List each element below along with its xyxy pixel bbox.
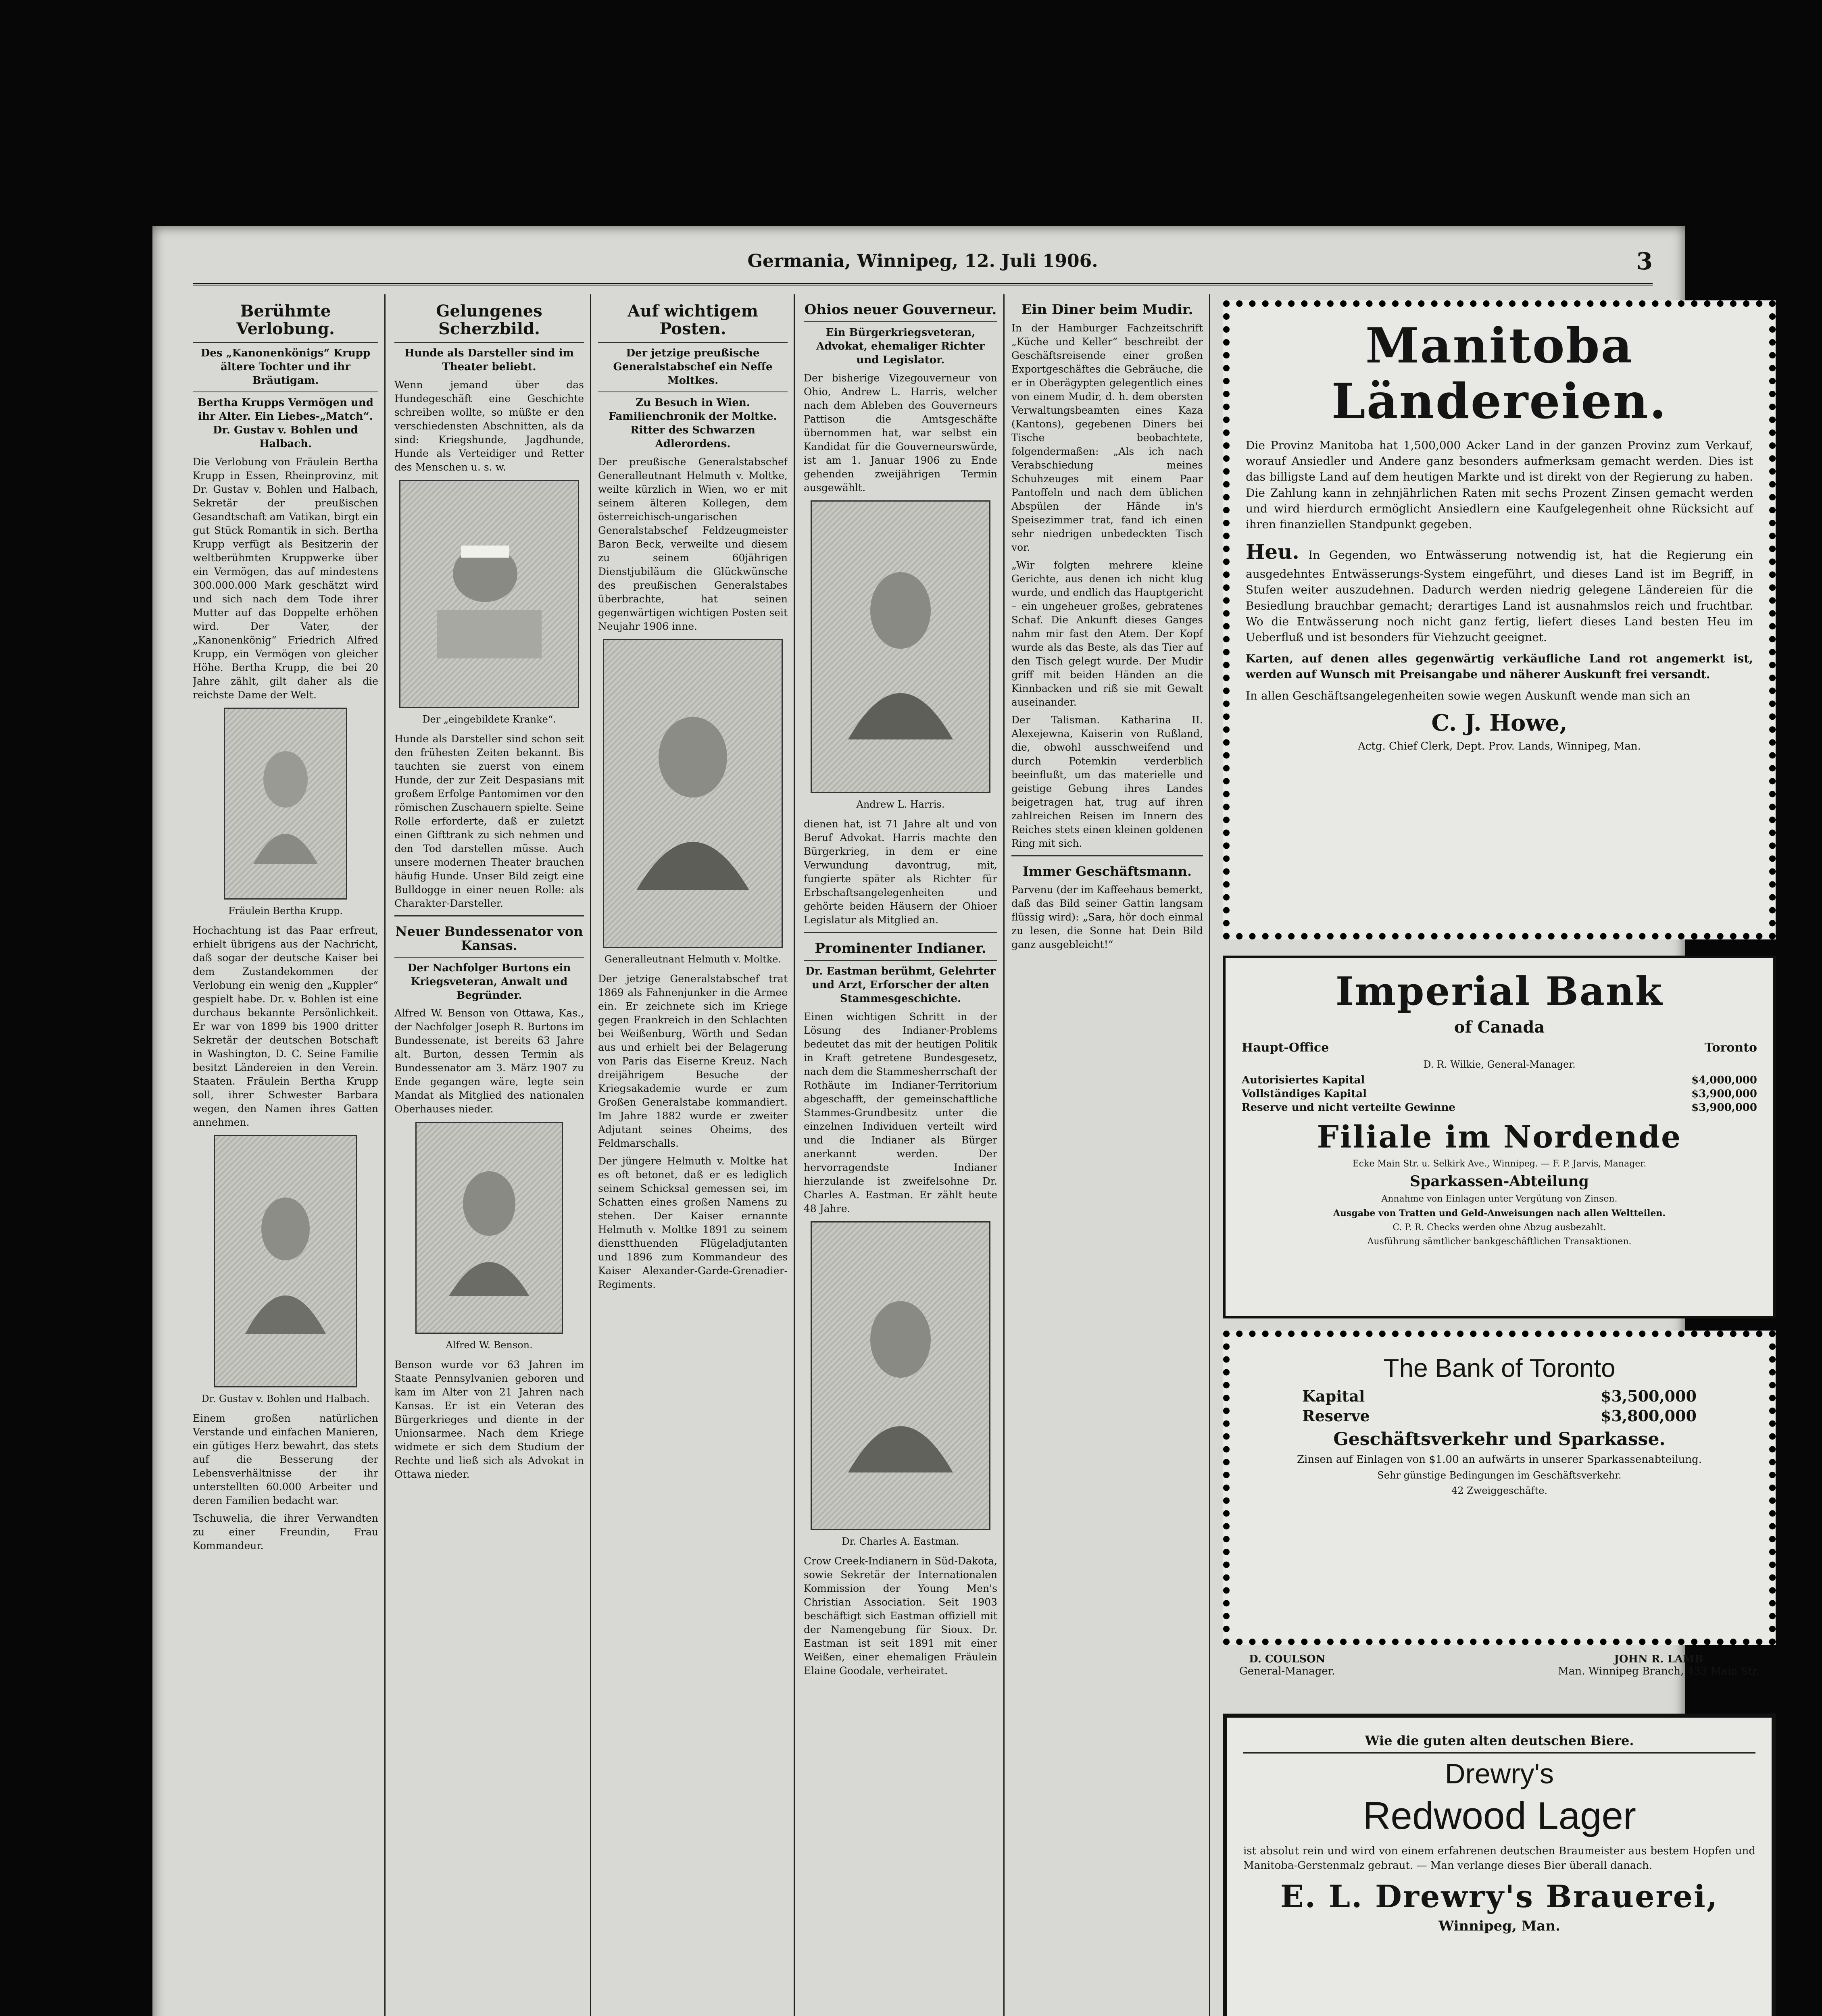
portrait-icon (241, 1189, 330, 1334)
capital-row (1302, 1407, 1697, 1425)
article-headline: Immer Geschäftsmann. (1022, 864, 1192, 879)
article-teaser: Bertha Krupps Vermögen und ihr Alter. Ein Liebes-„Match“. Dr. Gustav v. Bohlen und Halbach. (193, 392, 378, 451)
savings-title: Sparkassen-Abteilung (1410, 1173, 1589, 1190)
article-note: Tschuwelia, die ihrer Verwandten zu einer Freundin, Frau Kommandeur. (193, 1512, 378, 1552)
portrait-gustav-bohlen (214, 1135, 357, 1387)
ad-company: E. L. Drewry's Brauerei, (1280, 1878, 1719, 1914)
ad-imperial-bank (1223, 956, 1776, 1318)
ad-title: Imperial Bank (1335, 968, 1664, 1014)
capital-label: Kapital (1302, 1387, 1365, 1405)
portrait-helmuth-moltke (603, 639, 783, 948)
article-headline: Ohios neuer Gouverneur. (804, 302, 997, 318)
ad-text: ist absolut rein und wird von einem erfahrenen deutschen Braumeister aus bestem Hopfen und Manitoba-Gerstenmalz gebraut. — Man verlange dieses Bier überall danach. (1243, 1845, 1755, 1872)
portrait-caption: Dr. Gustav v. Bohlen und Halbach. (201, 1393, 370, 1404)
capital-label: Vollständiges Kapital (1242, 1088, 1367, 1100)
column-rule (1003, 294, 1005, 2016)
capital-row (1242, 1074, 1757, 1086)
column-rule (384, 294, 386, 2016)
ad-signer-title: Actg. Chief Clerk, Dept. Prov. Lands, Winnipeg, Man. (1358, 740, 1641, 752)
article-text: Einen wichtigen Schritt in der Lösung des Indianer-Problems bedeutet das mit der heutigen Politik in Kraft getretene Bundesgesetz, nach dem die Stammesherrschaft der Rothäute im Indianer-Territorium abgeschafft, der gemeinschaftliche Stammes-Grundbesitz unter die einzelnen Individuen verteilt wird und die Indianer als Bürger anerkannt werden. Der hervorragendste Indianer hierzulande ist zweifelsohne Dr. Charles A. Eastman. Er zählt heute 48 Jahre. (804, 1010, 997, 1214)
article-teaser: Zu Besuch in Wien. Familienchronik der Moltke. Ritter des Schwarzen Adlerordens. (598, 392, 788, 451)
ad-city: Winnipeg, Man. (1438, 1918, 1560, 1935)
manager: D. R. Wilkie, General-Manager. (1423, 1059, 1576, 1070)
ad-title: Manitoba (1365, 317, 1634, 374)
article-headline: Gelungenes Scherzbild. (436, 302, 542, 338)
capital-row (1302, 1387, 1697, 1405)
checks-text: C. P. R. Checks werden ohne Abzug ausbezahlt. (1393, 1222, 1606, 1233)
column-rule (590, 294, 591, 2016)
article-text: Der jüngere Helmuth v. Moltke hat es oft betonet, daß er es lediglich seinem Schicksal gemessen sei, im Schatten eines großen Namens zu stehen. Der Kaiser ernannte Helmuth v. Moltke 1891 zu seinem dienstthuenden Flügeladjutanten und 1896 zum Kommandeur des Kaiser Alexander-Garde-Grenadier-Regiments. (598, 1155, 788, 1290)
toronto-managers (1223, 1649, 1776, 1697)
manager-name: JOHN R. LAMB (1614, 1653, 1703, 1665)
ad-signer: C. J. Howe, (1431, 709, 1568, 736)
drafts-text: Ausgabe von Tratten und Geld-Anweisungen nach allen Weltteilen. (1333, 1208, 1666, 1218)
column-2 (394, 294, 584, 2016)
article-text: dienen hat, ist 71 Jahre alt und von Beruf Advokat. Harris machte den Bürgerkrieg, in dem er eine Verwundung davontrug, mit, fungierte später als Richter für Erbschaftsangelegenheiten und gehörte beiden Häusern der Ohioer Legislatur als Mitglied an. (804, 818, 997, 926)
article-text: Parvenu (der im Kaffeehaus bemerkt, daß das Bild seiner Gattin langsam flüssig wird): „Sara, hör doch einmal zu lesen, die Sonne hat Dein Bild ganz ausgebleicht!“ (1011, 883, 1203, 950)
column-5 (1011, 294, 1203, 2016)
portrait-caption: Generalleutnant Helmuth v. Moltke. (604, 953, 782, 965)
capital-value: $3,900,000 (1691, 1088, 1757, 1100)
ad-manitoba-lands (1223, 300, 1776, 939)
capital-table (1302, 1387, 1697, 1425)
capital-label: Autorisiertes Kapital (1242, 1074, 1365, 1087)
article-text: Crow Creek-Indianern in Süd-Dakota, sowie Sekretär der Internationalen Kommission der Young Men's Christian Association. Seit 1903 beschäftigt sich Eastman offiziell mit der Namengebung für Sioux. Dr. Eastman ist seit 1891 mit einer Weißen, einer ehemaligen Fräulein Elaine Goodale, verheiratet. (804, 1555, 997, 1677)
page-number: 3 (1636, 248, 1653, 275)
article-headline: Ein Diner beim Mudir. (1021, 302, 1193, 318)
divider (394, 915, 584, 916)
ad-brand: Drewry's (1445, 1758, 1554, 1789)
portrait-andrew-harris (811, 500, 990, 793)
article-text: Der Talisman. Katharina II. Alexejewna, Kaiserin von Rußland, die, obwohl ausschweifend und durch Potemkin verderblich beeinflußt, um das materielle und geistige Gebung ihres Landes beigetragen hat, trug auf ihren zahlreichen Reisen im Innern des Reiches stets einen kleinen goldenen Ring mit sich. (1011, 714, 1203, 850)
article-text: Die Verlobung von Fräulein Bertha Krupp in Essen, Rheinprovinz, mit Dr. Gustav v. Bohlen und Halbach, Sekretär der preußischen Gesandtschaft am Vatikan, birgt ein gut Stück Romantik in sich. Bertha Krupp verfügt als Besitzerin der weltberühmten Kruppwerke über ein Vermögen, das auf mindestens 300.000.000 Mark geschätzt wird und sich nach dem Tode ihrer Mutter auf das Doppelte erhöhen wird. Der Vater, der „Kanonenkönig“ Friedrich Alfred Krupp, ein Vermögen von gleicher Höhe. Bertha Krupp, die bei 20 Jahre zählt, gilt daher als die reichste Dame der Welt. (193, 456, 378, 701)
capital-table (1242, 1074, 1757, 1114)
article-text: Einem großen natürlichen Verstande und einfachen Manieren, ein gütiges Herz bewahrt, das stets auf die Besserung der Lebensverhältnisse der ihr unterstellten 60.000 Arbeiter und deren Familien bedacht war. (193, 1412, 378, 1506)
article-subhead: Dr. Eastman berühmt, Gelehrter und Arzt, Erforscher der alten Stammesgeschichte. (804, 960, 997, 1006)
article-headline: Berühmte Verlobung. (236, 302, 335, 338)
article-subhead: Ein Bürgerkriegsveteran, Advokat, ehemaliger Richter und Legislator. (804, 321, 997, 367)
heu-label: Heu. (1246, 540, 1299, 564)
article-text: In der Hamburger Fachzeitschrift „Küche und Keller“ beschreibt der Geschäftsreisende einer großen Exportgeschäftes die Gebräuche, die er in Oberägypten gelegentlich eines von einem Mudir, d. h. dem obersten Verwaltungsbeamten eines Kaza (Kantons), gegebenen Diners bei Tische beobachtete, folgendermaßen: „Als ich nach Verabschiedung meines Schuhzeuges mit einem Paar Pantoffeln und nach dem üblichen Abspülen der Hände in's Speisezimmer trat, fand ich einen sehr niedrigen unbedeckten Tisch vor. (1011, 322, 1203, 554)
article-subhead: Hunde als Darsteller sind im Theater beliebt. (394, 342, 584, 374)
capital-value: $3,800,000 (1601, 1407, 1697, 1425)
bulldog-icon (429, 521, 550, 666)
ad-bank-of-toronto (1223, 1331, 1776, 1645)
portrait-caption: Dr. Charles A. Eastman. (842, 1535, 959, 1547)
portrait-charles-eastman (811, 1221, 990, 1530)
portrait-caption: Alfred W. Benson. (446, 1339, 533, 1351)
column-rule (1209, 294, 1210, 2016)
office-row (1242, 1041, 1757, 1055)
ad-title: Ländereien. (1331, 373, 1668, 430)
office-city: Toronto (1704, 1041, 1757, 1055)
capital-value: $3,500,000 (1601, 1387, 1697, 1405)
capital-value: $3,900,000 (1691, 1102, 1757, 1114)
service-text: Ausführung sämtlicher bankgeschäftlichen Transaktionen. (1367, 1236, 1632, 1247)
interest-text: Zinsen auf Einlagen von $1.00 an aufwärts in unserer Sparkassenabteilung. (1297, 1454, 1702, 1466)
capital-label: Reserve (1302, 1407, 1370, 1425)
portrait-icon (441, 1159, 538, 1296)
column-4 (804, 294, 997, 2016)
article-text: Hochachtung ist das Paar erfreut, erhielt übrigens aus der Nachricht, daß sogar der deutsche Kaiser bei dem Zustandekommen der Verlobung ein wenig den „Kuppler“ gespielt habe. Dr. v. Bohlen ist eine durchaus bekannte Persönlichkeit. Er war von 1899 bis 1900 dritter Sekretär der deutschen Botschaft in Washington, D. C. Seine Familie besitzt Ländereien in den Verein. Staaten. Fräulein Bertha Krupp soll, ihrer Schwester Barbara wegen, den Namen ihres Gatten annehmen. (193, 924, 378, 1128)
article-headline: Auf wichtigem Posten. (627, 302, 758, 338)
manager-right (1558, 1653, 1759, 1677)
article-subhead: Der jetzige preußische Generalstabschef ein Neffe Moltkes. (598, 342, 788, 387)
manager-name: D. COULSON (1249, 1653, 1326, 1665)
ad-title: The Bank of Toronto (1383, 1354, 1616, 1383)
portrait-bertha-krupp (224, 708, 347, 900)
capital-row (1242, 1102, 1757, 1114)
capital-value: $4,000,000 (1691, 1074, 1757, 1087)
article-text: Der preußische Generalstabschef Generalleutnant Helmuth v. Moltke, weilte kürzlich in Wien, wo er mit seinem älteren Kollegen, dem österreichisch-ungarischen Generalstabschef Feldzeugmeister Baron Beck, verweilte und diesem zu seinem 60jährigen Dienstjubiläum die Glückwünsche des preußischen Generalstabes überbrachte, hat seinen gegenwärtigen wichtigen Posten seit Neujahr 1906 inne. (598, 456, 788, 632)
portrait-icon (245, 743, 326, 864)
article-text: Der jetzige Generalstabschef trat 1869 als Fahnenjunker in die Armee ein. Er zeichnete sich im Kriege gegen Frankreich in den Schlachten bei Weißenburg, Wörth und Sedan aus und erhielt bei der Belagerung von Paris das Eiserne Kreuz. Nach dreijährigem Besuche der Kriegsakademie wurde er zum Großen Generalstabe kommandiert. Im Jahre 1882 wurde er zweiter Adjutant seines Oheims, des Feldmarschalls. (598, 973, 788, 1149)
article-text: Hunde als Darsteller sind schon seit den frühesten Zeiten bekannt. Bis tauchten sie zuerst von einem Hunde, der zur Zeit Despasians mit großem Erfolge Pantomimen vor den römischen Zuschauern spielte. Seine Rolle erforderte, daß er zuletzt einen Gifttrank zu sich nehmen und den Tod darstellen müsse. Auch unsere modernen Theater brauchen häufig Hunde. Unser Bild zeigt eine Bulldogge in einer neuen Rolle: als Charakter-Darsteller. (394, 733, 584, 909)
ad-subtitle: of Canada (1454, 1018, 1545, 1037)
article-text: Alfred W. Benson von Ottawa, Kas., der Nachfolger Joseph R. Burtons im Bundessenate, ist bereits 63 Jahre alt. Burton, dessen Termin als Bundessenator am 3. März 1907 zu Ende gegangen wäre, legte sein Mandat als Mitglied des nationalen Oberhauses nieder. (394, 1007, 584, 1115)
divider (1011, 855, 1203, 856)
article-headline: Prominenter Indianer. (815, 940, 986, 956)
divider (804, 932, 997, 933)
article-text: Wenn jemand über das Hundegeschäft eine Geschichte schreiben wollte, so müßte er den verschiedensten Abschnitten, als da sind: Kriegshunde, Jagdhunde, Hunde als Verteidiger und Retter des Menschen u. s. w. (394, 379, 584, 473)
capital-row (1242, 1088, 1757, 1100)
article-subhead: Des „Kanonenkönigs“ Krupp ältere Tochter und ihr Bräutigam. (193, 342, 378, 387)
capital-label: Reserve und nicht verteilte Gewinne (1242, 1102, 1455, 1114)
newspaper-page (152, 226, 1759, 2016)
ad-text: Die Provinz Manitoba hat 1,500,000 Acker Land in der ganzen Provinz zum Verkauf, worauf Ansiedler und Andere ganz besonders aufmerksam gemacht werden. Dies ist das billigste Land auf dem heutigen Markte und ist direkt von der Regierung zu haben. Die Zahlung kann in zehnjährlichen Raten mit sechs Prozent Zinsen gemacht werden und wird hierdurch ermöglicht Ansiedlern eine Kaufgelegenheit ohne Rücksicht auf ihren finanziellen Standpunkt gegeben. (1246, 439, 1753, 531)
article-text: Der bisherige Vizegouverneur von Ohio, Andrew L. Harris, welcher nach dem Ableben des Gouverneurs Pattison die Amtsgeschäfte übernommen hat, war selbst ein Kandidat für die Gouverneurswürde, ist am 1. Januar 1906 zu Ende gehenden zweijährigen Termin ausgewählt. (804, 372, 997, 494)
column-1 (193, 294, 378, 2016)
column-3 (598, 294, 788, 2016)
article-text: Benson wurde vor 63 Jahren im Staate Pennsylvanien geboren und kam im Alter von 21 Jahren nach Kansas. Er ist ein Veteran des Bürgerkrieges und diente in der Unionsarmee. Nach dem Kriege widmete er sich dem Studium der Rechte und ließ sich als Advokat in Ottawa nieder. (394, 1359, 584, 1481)
ad-kicker: Wie die guten alten deutschen Biere. (1243, 1733, 1755, 1754)
savings-text: Annahme von Einlagen unter Vergütung von Zinsen. (1381, 1193, 1618, 1204)
manager-left (1239, 1653, 1335, 1677)
article-subhead: Der Nachfolger Burtons ein Kriegsveteran, Anwalt und Begründer. (394, 957, 584, 1002)
ad-drewrys-lager (1223, 1714, 1776, 2016)
column-rule (794, 294, 795, 2016)
article-headline: Neuer Bundessenator von Kansas. (395, 923, 583, 953)
branch-title: Filiale im Nordende (1317, 1119, 1682, 1155)
ad-text: In Gegenden, wo Entwässerung notwendig ist, hat die Regierung ein ausgedehntes Entwässerungs-System eingeführt, und dieses Land ist im Begriff, in Stufen weiter auszudehnen. Dadurch werden niedrig gelegene Ländereien für die Besiedlung brauchbar gemacht; derartiges Land ist ausnahmslos reich und fruchtbar. Wo die Entwässerung noch nicht ganz fertig, liefert dieses Land besten Heu im Ueberfluß und ist besonders für Viehzucht geeignet. (1246, 548, 1753, 644)
picture-bulldog (399, 480, 579, 708)
branch-address: Ecke Main Str. u. Selkirk Ave., Winnipeg. — F. P. Jarvis, Manager. (1352, 1158, 1647, 1169)
branches-text: 42 Zweiggeschäfte. (1451, 1485, 1548, 1496)
ad-text: In allen Geschäftsangelegenheiten sowie wegen Auskunft wende man sich an (1246, 689, 1690, 703)
conditions-text: Sehr günstige Bedingungen im Geschäftsverkehr. (1377, 1470, 1622, 1481)
masthead (193, 247, 1653, 285)
portrait-icon (840, 1279, 961, 1472)
portrait-icon (632, 697, 753, 890)
ad-text-heu (1246, 538, 1753, 645)
manager-title: General-Manager. (1239, 1665, 1335, 1677)
portrait-caption: Andrew L. Harris. (856, 798, 945, 810)
office-label: Haupt-Office (1242, 1041, 1329, 1055)
masthead-title: Germania, Winnipeg, 12. Juli 1906. (747, 251, 1098, 271)
ad-text: Karten, auf denen alles gegenwärtig verkäufliche Land rot angemerkt ist, werden auf Wunsch mit Preisangabe und näherer Auskunft frei versandt. (1246, 652, 1753, 681)
portrait-caption: Fräulein Bertha Krupp. (228, 905, 343, 916)
business-line: Geschäftsverkehr und Sparkasse. (1333, 1429, 1666, 1450)
ad-product: Redwood Lager (1363, 1794, 1636, 1837)
portrait-alfred-benson (415, 1122, 563, 1334)
article-text: „Wir folgten mehrere kleine Gerichte, aus denen ich nicht klug wurde, und endlich das Hauptgericht – ein ungeheuer großes, gebratenes Schaf. Die Ankunft dieses Ganges nahm mir fast den Atem. Der Kopf wurde als das Beste, als das Tier auf den Tisch gelegt wurde. Der Mudir griff mit beiden Händen an die Kinnbacken und riß sie mit Gewalt auseinander. (1011, 559, 1203, 708)
portrait-icon (840, 554, 961, 739)
picture-caption: Der „eingebildete Kranke“. (422, 713, 556, 725)
manager-title: Man. Winnipeg Branch, 433 Main Str. (1558, 1665, 1759, 1677)
